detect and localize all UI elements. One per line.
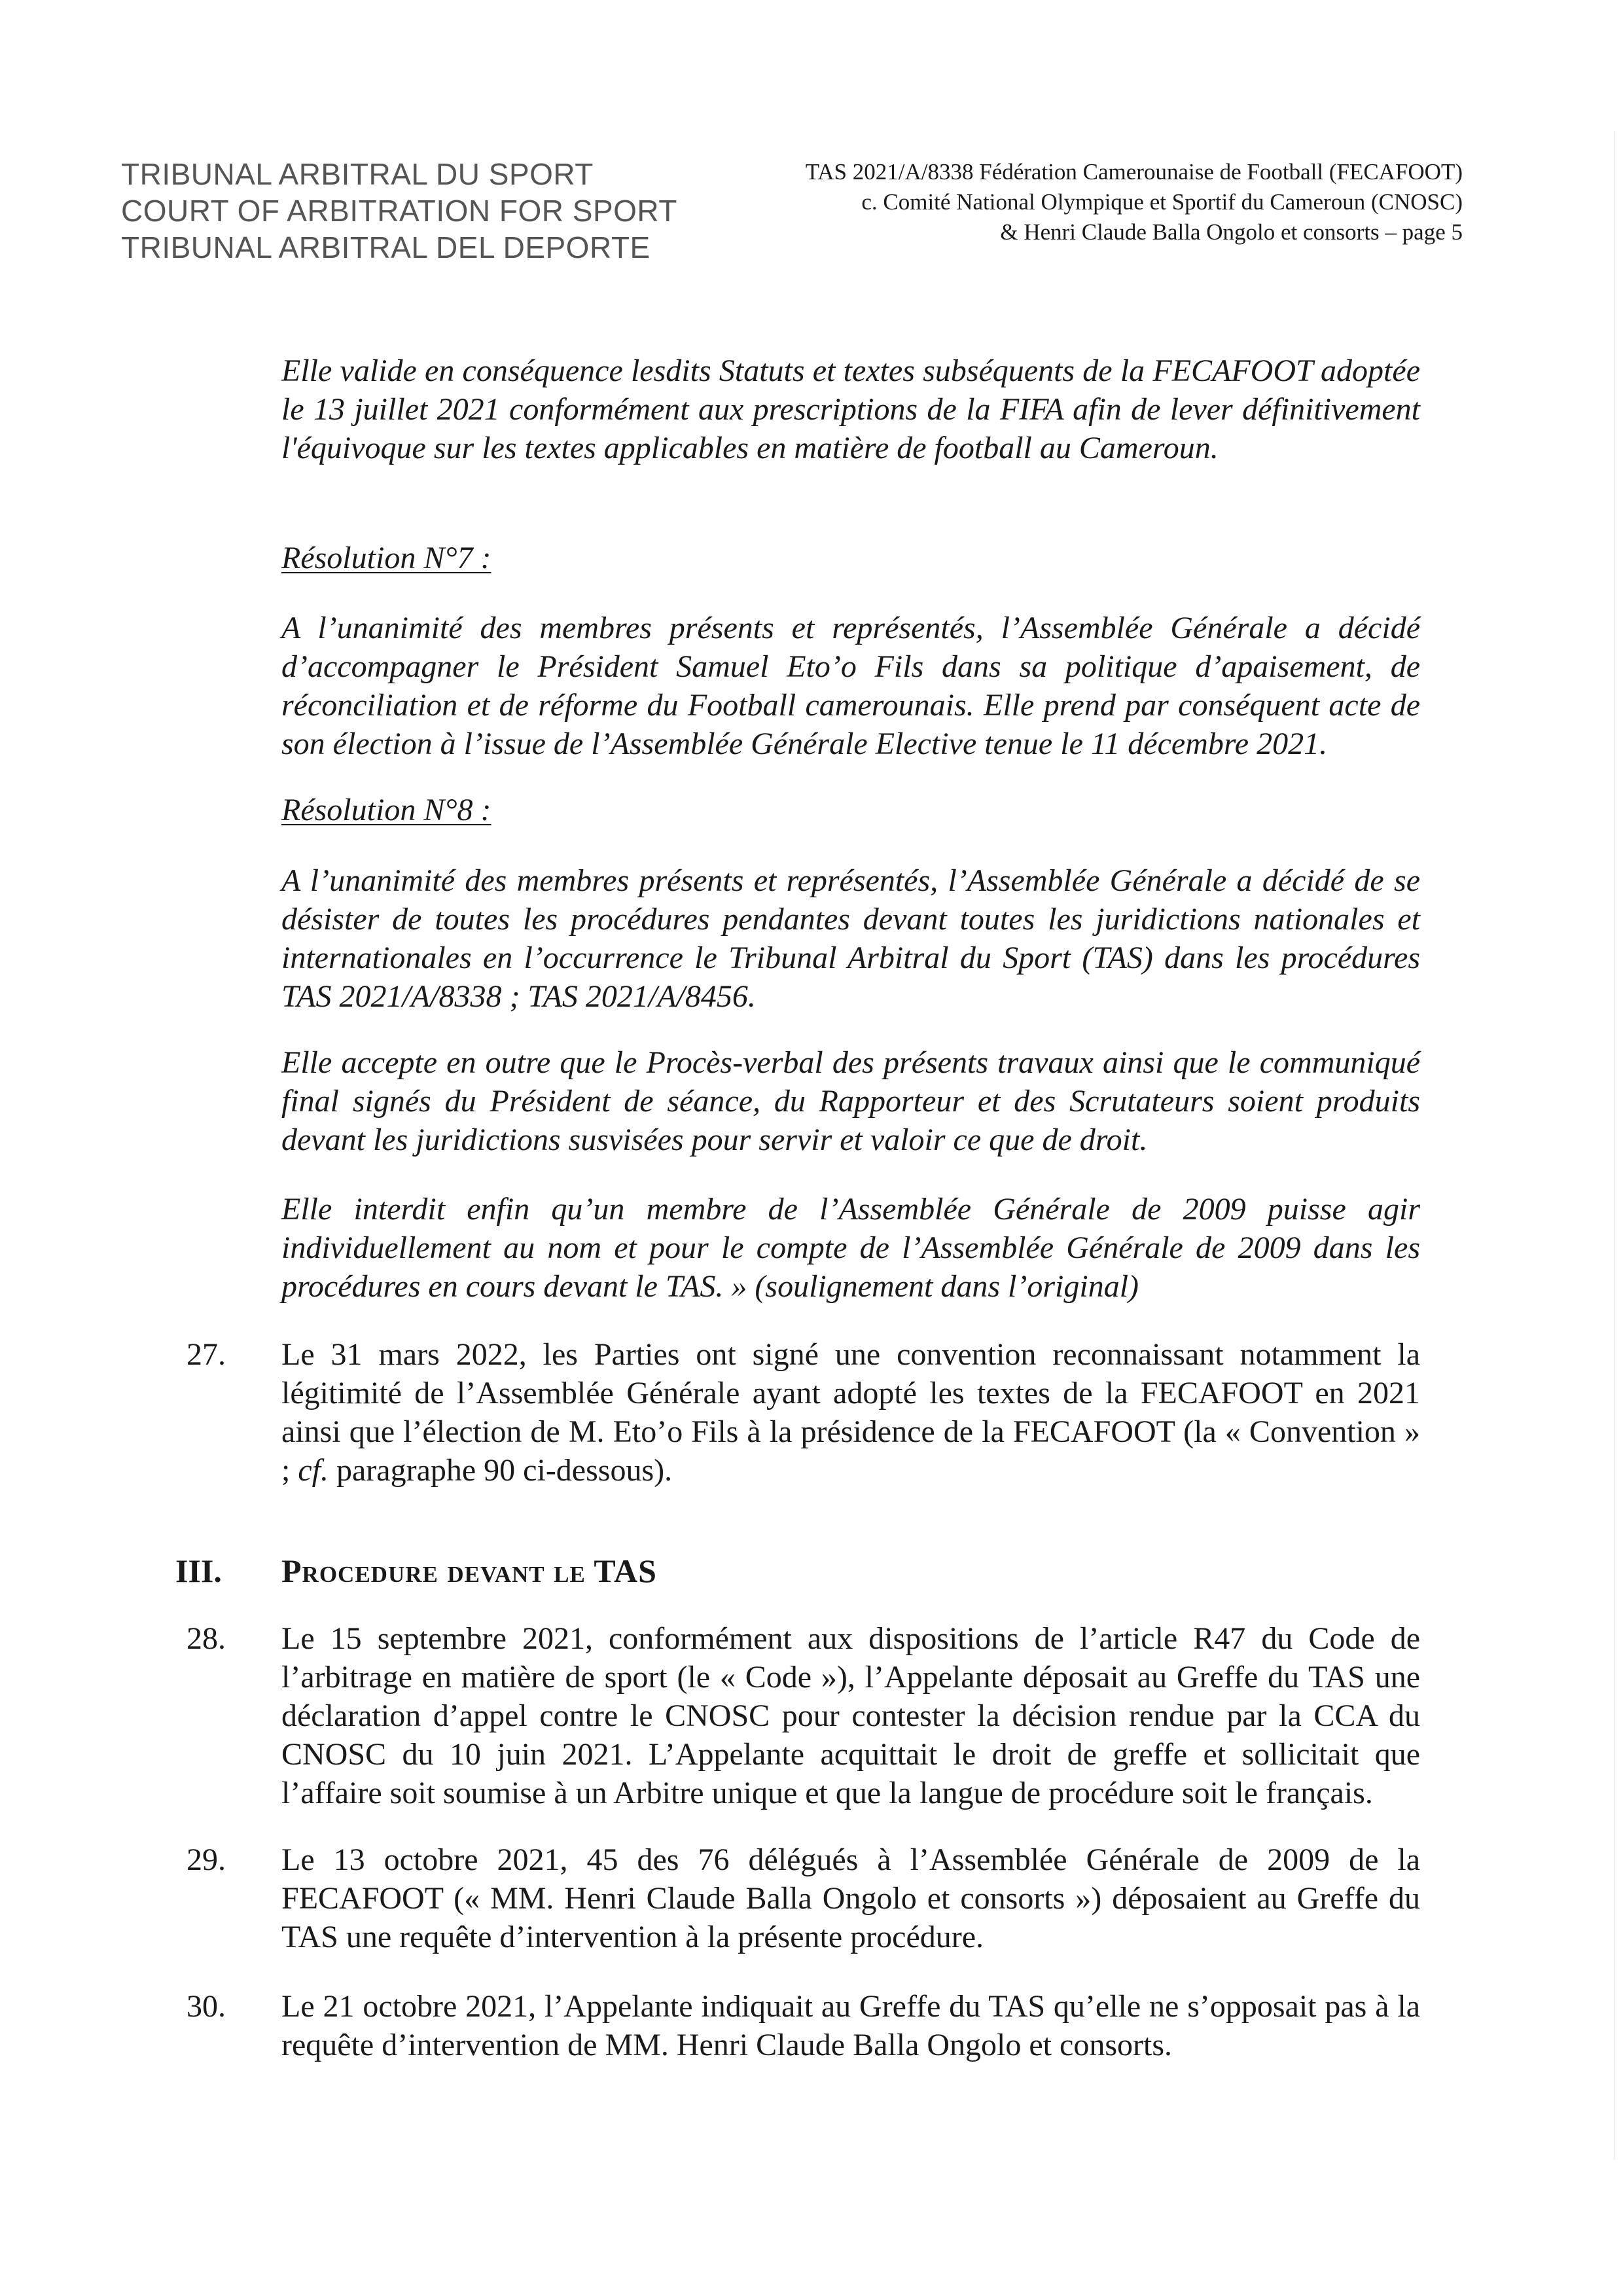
paragraph-28: Le 15 septembre 2021, conformément aux dispositions de l’article R47 du Code de l’arbitrage en matière de sport (le « Code »), l’Appelante déposait au Greffe du TAS une déclaration d’appel contre le CNOSC pour contester la décision rendue par la CCA du CNOSC du 10 juin 2021. L’Appelante acquittait le droit de greffe et sollicitait que l’affaire soit soumise à un Arbitre unique et que la langue de procédure soit le français.	[281, 1621, 1420, 1810]
resolution-7-text: A l’unanimité des membres présents et représentés, l’Assemblée Générale a décidé d’accompagner le Président Samuel Eto’o Fils dans sa politique d’apaisement, de réconciliation et de réforme du Football camerounais. Elle prend par conséquent acte de son élection à l’issue de l’Assemblée Générale Elective tenue le 11 décembre 2021.	[281, 611, 1420, 761]
paragraph-27	[281, 1335, 1420, 1490]
case-reference-line-1: TAS 2021/A/8338 Fédération Camerounaise de Football (FECAFOOT)	[805, 159, 1463, 185]
paragraph-27-text-end: paragraphe 90 ci-dessous).	[328, 1453, 673, 1488]
resolution-8-text-2: Elle accepte en outre que le Procès-verbal des présents travaux ainsi que le communiqué final signés du Président de séance, du Rapporteur et des Scrutateurs soient produits devant les juridictions susvisées pour servir et valoir ce que de droit.	[281, 1045, 1420, 1157]
paragraph-30: Le 21 octobre 2021, l’Appelante indiquait au Greffe du TAS qu’elle ne s’opposait pas à la requête d’intervention de MM. Henri Claude Balla Ongolo et consorts.	[281, 1989, 1420, 2062]
page-edge-line	[1614, 131, 1615, 2160]
quote-paragraph-statuts: Elle valide en conséquence lesdits Statuts et textes subséquents de la FECAFOOT adoptée le 13 juillet 2021 conformément aux prescriptions de la FIFA afin de lever définitivement l'équivoque sur les textes applicables en matière de football au Cameroun.	[281, 353, 1420, 465]
paragraph-number-29: 29.	[187, 1842, 226, 1877]
section-title: Procedure devant le TAS	[281, 1552, 657, 1589]
cas-letterhead	[121, 156, 677, 266]
letterhead-line-es: TRIBUNAL ARBITRAL DEL DEPORTE	[121, 230, 651, 264]
resolution-8-title: Résolution N°8 :	[281, 793, 491, 827]
letterhead-line-en: COURT OF ARBITRATION FOR SPORT	[121, 194, 677, 228]
section-number: III.	[175, 1552, 222, 1589]
resolution-8-text-1: A l’unanimité des membres présents et représentés, l’Assemblée Générale a décidé de se désister de toutes les procédures pendantes devant toutes les juridictions nationales et internationales en l’occurrence le Tribunal Arbitral du Sport (TAS) dans les procédures TAS 2021/A/8338 ; TAS 2021/A/8456.	[281, 863, 1420, 1014]
resolution-8-text-3: Elle interdit enfin qu’un membre de l’Assemblée Générale de 2009 puisse agir individuellement au nom et pour le compte de l’Assemblée Générale de 2009 dans les procédures en cours devant le TAS. » (soulignement dans l’original)	[281, 1192, 1420, 1304]
cf-abbreviation: cf.	[298, 1453, 329, 1488]
paragraph-number-30: 30.	[187, 1989, 226, 2024]
paragraph-27-text: Le 31 mars 2022, les Parties ont signé une convention reconnaissant notamment la légitimité de l’Assemblée Générale ayant adopté les textes de la FECAFOOT en 2021 ainsi que l’élection de M. Eto’o Fils à la présidence de la FECAFOOT (la « Convention » ;	[281, 1337, 1420, 1488]
case-reference-line-2: c. Comité National Olympique et Sportif du Cameroun (CNOSC)	[861, 189, 1463, 215]
paragraph-number-28: 28.	[187, 1621, 226, 1656]
resolution-7-title: Résolution N°7 :	[281, 541, 491, 575]
paragraph-29: Le 13 octobre 2021, 45 des 76 délégués à l’Assemblée Générale de 2009 de la FECAFOOT (« MM. Henri Claude Balla Ongolo et consorts ») déposaient au Greffe du TAS une requête d’intervention à la présente procédure.	[281, 1842, 1420, 1954]
letterhead-line-fr: TRIBUNAL ARBITRAL DU SPORT	[121, 157, 594, 191]
paragraph-number-27: 27.	[187, 1337, 226, 1372]
case-reference-line-3: & Henri Claude Balla Ongolo et consorts – page 5	[1000, 219, 1463, 245]
case-reference	[806, 157, 1463, 247]
